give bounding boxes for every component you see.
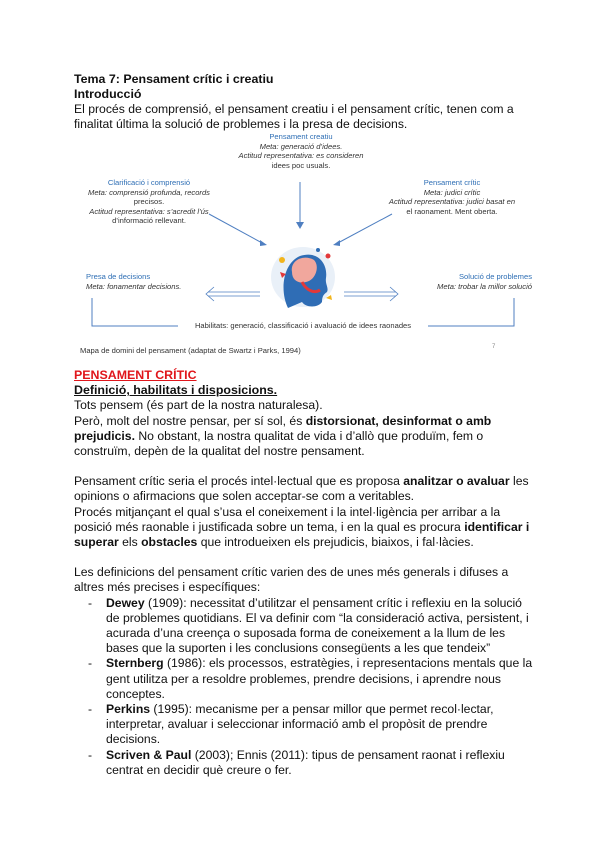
box-clarificacio — [74, 178, 224, 225]
thinking-domain-diagram — [74, 132, 534, 364]
box-line: d’informació rellevant. — [112, 216, 186, 226]
text-run: els — [118, 535, 142, 550]
document-page — [74, 72, 534, 778]
paragraph-5: Les definicions del pensament crític varien des de unes més generals i difuses a altres més precises i específiques: — [74, 565, 509, 595]
dash-marker: - — [88, 656, 93, 671]
paragraph-1: Tots pensem (és part de la nostra naturalesa). — [74, 398, 323, 413]
text-run-bold: analitzar o avaluar — [403, 474, 510, 489]
text-run: No obstant, la nostra qualitat de vida i d’allò que produïm, fem o construïm, depèn de la qualitat del nostre pensament. — [74, 428, 484, 459]
box-line: Meta: generació d’idees. — [259, 141, 343, 151]
list-item — [74, 656, 534, 702]
definition-text: (2003); Ennis (2011): tipus de pensament raonat i reflexiu centrat en decidir què creure o fer. — [106, 747, 505, 777]
diagram-page-mark: 7 — [492, 344, 496, 351]
definition-text: (1986): els processos, estratègies, i representacions mentals que la gent utilitza per a resoldre problemes, prendre decisions, i aprendre nous conceptes. — [106, 656, 533, 701]
box-line: Actitud representativa: es consideren — [238, 151, 364, 161]
text-run-bold: distorsionat, desinformat o amb prejudicis. — [74, 413, 492, 443]
text-run: les opinions o afirmacions que solen acceptar-se com a veritables. — [74, 474, 529, 504]
author-name: Scriven & Paul — [106, 747, 192, 762]
text-run: que introdueixen els prejudicis, biaixos, i fal·làcies. — [197, 535, 474, 550]
box-line: Meta: trobar la millor solució — [437, 281, 532, 291]
box-line: Meta: fonamentar decisions. — [86, 281, 182, 291]
dash-marker: - — [88, 595, 93, 610]
definition-text: (1909): necessitat d’utilitzar el pensament crític i reflexiu en la solució de problemes quotidians. El va definir com “la consideració activa, persistent, i acurada d’una creença o suposada forma de coneixement a la llum de les bases que la suporten i les conclusions consegüents a les que tendeix” — [106, 595, 529, 656]
intro-heading: Introducció — [74, 87, 142, 101]
box-title: Presa de decisions — [86, 272, 151, 282]
dash-marker: - — [88, 702, 93, 717]
box-title: Clarificació i comprensió — [107, 178, 191, 188]
box-line: idees poc usuals. — [271, 160, 331, 170]
box-title: Solució de problemes — [458, 272, 532, 282]
box-title: Pensament creatiu — [269, 132, 333, 142]
text-run-bold: obstacles — [141, 535, 198, 550]
habilitats-label: Habilitats: generació, classificació i avaluació de idees raonades — [194, 321, 412, 331]
list-item — [74, 702, 534, 748]
diagram-caption: Mapa de domini del pensament (adaptat de Swartz i Parks, 1994) — [80, 346, 301, 356]
box-pensament-creatiu — [224, 132, 378, 170]
box-title: Pensament crític — [423, 178, 481, 188]
box-line: Actitud representativa: s’acredit l’ús — [89, 206, 209, 216]
author-name: Perkins — [106, 702, 151, 717]
document-title: Tema 7: Pensament crític i creatiu — [74, 72, 274, 86]
author-name: Dewey — [106, 595, 145, 610]
section-subtitle: Definició, habilitats i disposicions. — [74, 383, 278, 398]
text-run: Però, molt del nostre pensar, per sí sol, és — [74, 413, 306, 428]
box-solucio-problemes — [404, 272, 532, 291]
box-line: Meta: comprensió profunda, records — [88, 187, 210, 197]
box-line: precisos. — [133, 197, 165, 207]
intro-text: El procés de comprensió, el pensament creatiu i el pensament crític, tenen com a finalitat última la solució de problemes i la presa de decisions. — [74, 102, 514, 132]
text-run: Pensament crític seria el procés intel·lectual que es proposa — [74, 474, 404, 489]
text-run: Procés mitjançant el qual s’usa el coneixement i la intel·ligència per arribar a la posició més raonable i justificada sobre un tema, i en la qual es procura — [74, 504, 501, 534]
box-line: el raonament. Ment oberta. — [406, 206, 498, 216]
brain-head-illustration — [271, 247, 335, 308]
section-title: PENSAMENT CRÍTIC — [74, 368, 197, 383]
definitions-list — [74, 596, 534, 778]
paragraph-4 — [74, 505, 534, 551]
dash-marker: - — [88, 747, 93, 762]
list-item — [74, 748, 534, 778]
box-pensament-critic — [372, 178, 532, 216]
box-line: Meta: judici crític — [423, 187, 481, 197]
definition-text: (1995): mecanisme per a pensar millor que permet recol·lectar, interpretar, avaluar i seleccionar informació amb el propòsit de prendre decisions. — [106, 702, 494, 747]
paragraph-2 — [74, 414, 534, 460]
list-item — [74, 596, 534, 657]
spacer — [74, 459, 534, 474]
text-run-bold: identificar i superar — [74, 519, 530, 550]
paragraph-3 — [74, 474, 534, 504]
box-presa-decisions — [86, 272, 206, 291]
spacer — [74, 550, 534, 565]
box-line: Actitud representativa: judici basat en — [388, 197, 516, 207]
author-name: Sternberg — [106, 656, 164, 671]
